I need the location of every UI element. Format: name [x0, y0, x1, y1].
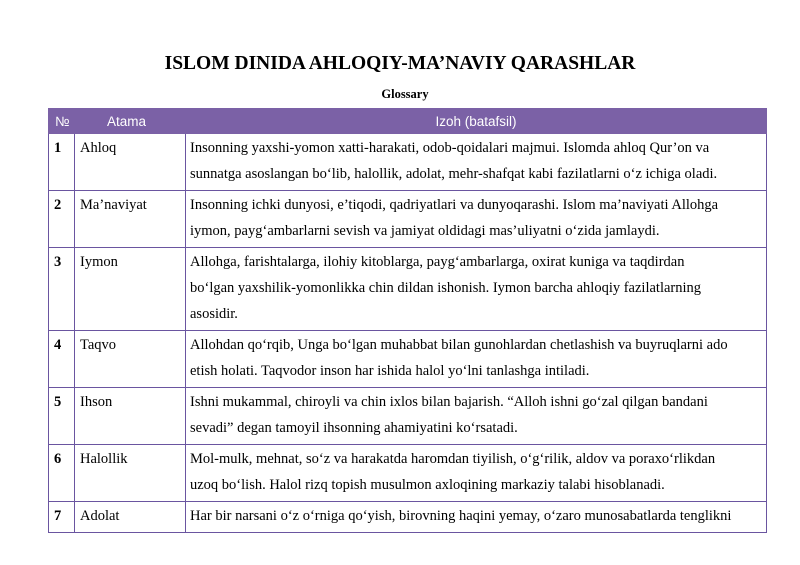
row-description: [186, 502, 767, 533]
row-number: 3: [49, 248, 75, 331]
table-header: [49, 109, 767, 134]
description-line: Mol-mulk, mehnat, so‘z va harakatda haromdan tiyilish, o‘g‘rilik, aldov va poraxo‘rlikdan: [190, 451, 716, 467]
table-row: [49, 191, 767, 248]
description-line: sunnatga asoslangan bo‘lib, halollik, adolat, mehr-shafqat kabi fazilatlarni o‘z ichiga oladi.: [190, 166, 718, 182]
table-row: [49, 134, 767, 191]
row-number: 4: [49, 331, 75, 388]
description-line: sevadi” degan tamoyil ihsonning ahamiyatini ko‘rsatadi.: [190, 420, 518, 436]
description-line: Ishni mukammal, chiroyli va chin ixlos bilan bajarish. “Alloh ishni go‘zal qilgan bandani: [190, 394, 708, 410]
row-description: [186, 445, 767, 502]
row-term: Taqvo: [75, 331, 186, 388]
table-row: [49, 502, 767, 533]
description-line: Har bir narsani o‘z o‘rniga qo‘yish, birovning haqini yemay, o‘zaro munosabatlarda tenglikni: [190, 508, 732, 524]
header-term: Atama: [75, 109, 186, 134]
table-row: [49, 445, 767, 502]
row-description: [186, 191, 767, 248]
row-term: Halollik: [75, 445, 186, 502]
description-line: Insonning ichki dunyosi, e’tiqodi, qadriyatlari va dunyoqarashi. Islom ma’naviyati Allohga: [190, 197, 719, 213]
row-term: Ihson: [75, 388, 186, 445]
row-description: [186, 331, 767, 388]
row-number: 6: [49, 445, 75, 502]
description-line: Insonning yaxshi-yomon xatti-harakati, odob-qoidalari majmui. Islomda ahloq Qur’on va: [190, 140, 710, 156]
row-description: [186, 134, 767, 191]
page-title: ISLOM DINIDA AHLOQIY-MA’NAVIY QARASHLAR: [164, 53, 636, 74]
table-row: [49, 248, 767, 331]
glossary-table: [48, 108, 767, 533]
description-line: etish holati. Taqvodor inson har ishida halol yo‘lni tanlashga intiladi.: [190, 363, 590, 379]
table-row: [49, 331, 767, 388]
header-description: Izoh (batafsil): [186, 109, 767, 134]
row-term: Iymon: [75, 248, 186, 331]
description-line: bo‘lgan yaxshilik-yomonlikka chin dildan ishonish. Iymon barcha ahloqiy fazilatlarning: [190, 280, 702, 296]
row-number: 2: [49, 191, 75, 248]
row-term: Ma’naviyat: [75, 191, 186, 248]
row-description: [186, 388, 767, 445]
description-line: uzoq bo‘lish. Halol rizq topish musulmon axloqining markaziy talabi hisoblanadi.: [190, 477, 665, 493]
description-line: iymon, payg‘ambarlarni sevish va jamiyat oldidagi mas’uliyatni o‘zida jamlaydi.: [190, 223, 660, 239]
row-term: Ahloq: [75, 134, 186, 191]
table-row: [49, 388, 767, 445]
row-number: 1: [49, 134, 75, 191]
row-number: 7: [49, 502, 75, 533]
description-line: Allohdan qo‘rqib, Unga bo‘lgan muhabbat bilan gunohlardan chetlashish va buyruqlarni ado: [190, 337, 728, 353]
table-body: [49, 134, 767, 533]
description-line: asosidir.: [190, 306, 238, 322]
page-subtitle: Glossary: [381, 87, 429, 101]
row-number: 5: [49, 388, 75, 445]
header-number: №: [49, 109, 75, 134]
row-term: Adolat: [75, 502, 186, 533]
table-header-row: [49, 109, 767, 134]
description-line: Allohga, farishtalarga, ilohiy kitoblarga, payg‘ambarlarga, oxirat kuniga va taqdirdan: [190, 254, 685, 270]
row-description: [186, 248, 767, 331]
